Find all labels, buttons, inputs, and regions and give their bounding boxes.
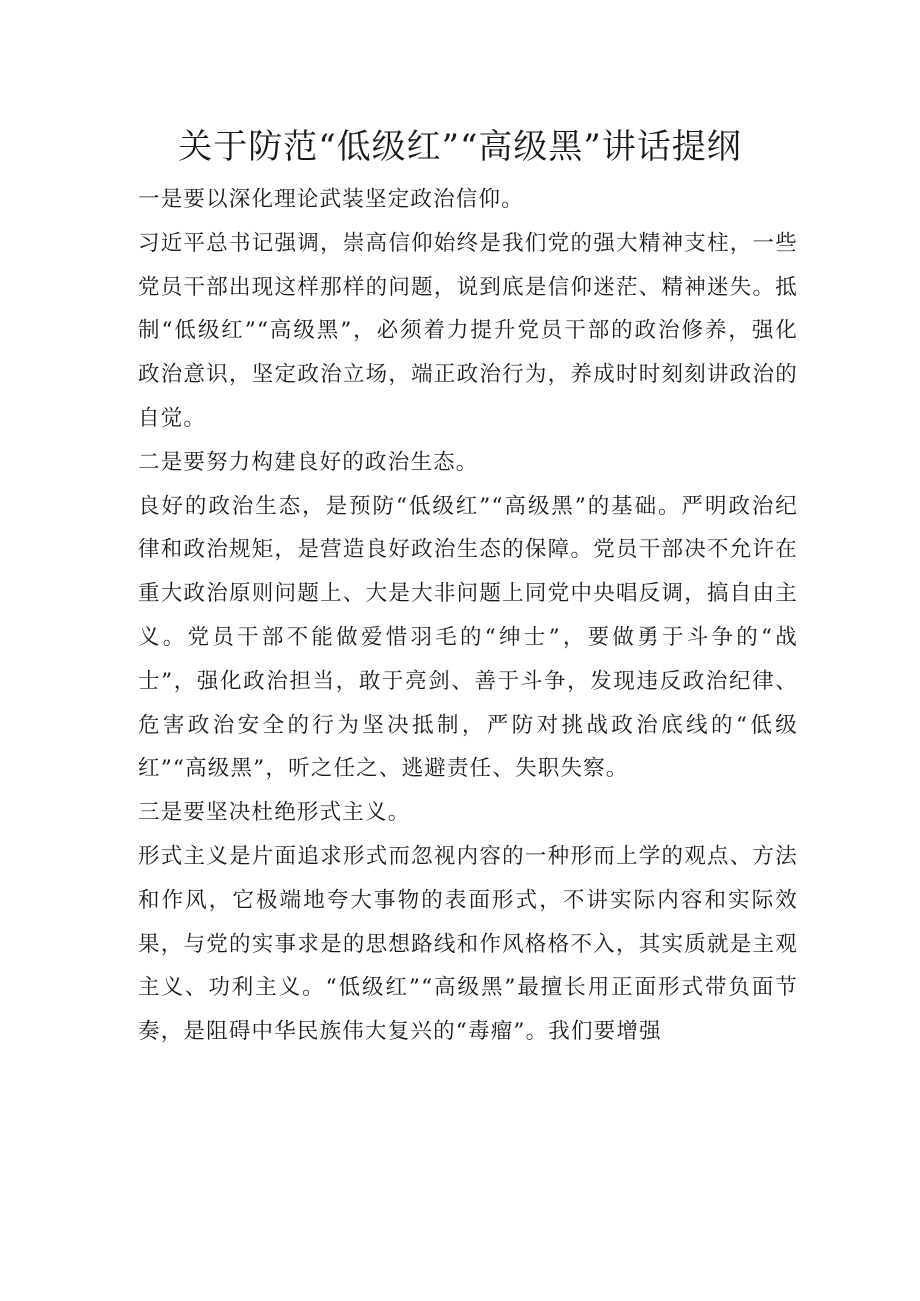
document-body [138, 178, 798, 1054]
section-heading-1: 一是要以深化理论武装坚定政治信仰。 [138, 187, 524, 212]
paragraph-1: 习近平总书记强调，崇高信仰始终是我们党的强大精神支柱，一些党员干部出现这样那样的问题，说到底是信仰迷茫、精神迷失。抵制“低级红”“高级黑”，必须着力提升党员干部的政治修养，强化政治意识，坚定政治立场，端正政治行为，养成时时刻刻讲政治的自觉。 [138, 230, 798, 431]
section-heading-3: 三是要坚决杜绝形式主义。 [138, 800, 411, 826]
paragraph-2: 良好的政治生态，是预防“低级红”“高级黑”的基础。严明政治纪律和政治规矩，是营造良好政治生态的保障。党员干部决不允许在重大政治原则问题上、大是大非问题上同党中央唱反调，搞自由主义。党员干部不能做爱惜羽毛的“绅士”，要做勇于斗争的“战士”，强化政治担当，敢于亮剑、善于斗争，发现违反政治纪律、危害政治安全的行为坚决抵制，严防对挑战政治底线的“低级红”“高级黑”，听之任之、逃避责任、失职失察。 [138, 493, 798, 782]
section-heading-2: 二是要努力构建良好的政治生态。 [138, 449, 479, 475]
document-title: 关于防范“低级红”“高级黑”讲话提纲 [178, 127, 742, 167]
paragraph-3: 形式主义是片面追求形式而忽视内容的一种形而上学的观点、方法和作风，它极端地夸大事物的表面形式，不讲实际内容和实际效果，与党的实事求是的思想路线和作风格格不入，其实质就是主观主义、功利主义。“低级红”“高级黑”最擅长用正面形式带负面节奏，是阻碍中华民族伟大复兴的“毒瘤”。我们要增强 [138, 843, 798, 1045]
